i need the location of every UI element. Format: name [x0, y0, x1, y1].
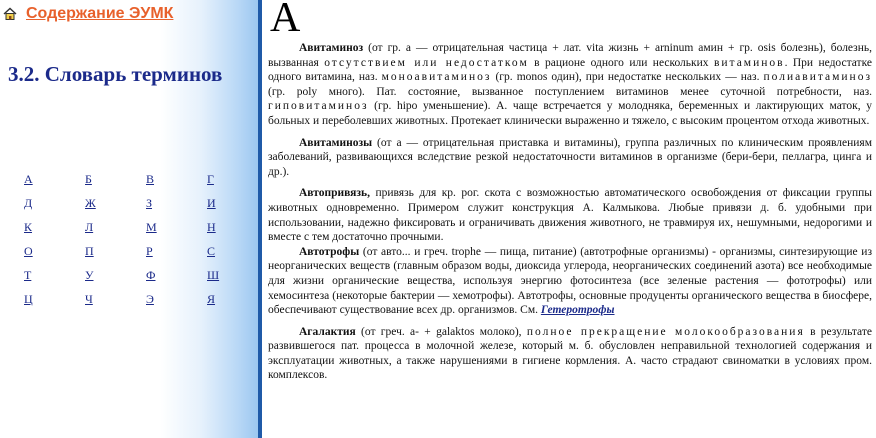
letter-link[interactable]: Ч	[85, 292, 93, 306]
letter-link[interactable]: Д	[24, 196, 33, 210]
letter-link[interactable]: Л	[85, 220, 94, 234]
letter-link[interactable]: У	[85, 268, 94, 282]
entry-text: (от гр. а — отрицательная частица + лат. vita жизнь + arninum амин + гр. osis болезнь), болезнь, вызванная	[268, 42, 872, 69]
letter-link[interactable]: О	[24, 244, 33, 258]
entry-term: Авитаминоз	[299, 42, 364, 54]
letter-link[interactable]: Я	[207, 292, 216, 306]
glossary-entry	[268, 245, 872, 318]
letter-link[interactable]: Ц	[24, 292, 33, 306]
entry-term: Автотрофы	[299, 245, 360, 258]
glossary-entry	[268, 325, 872, 383]
entry-text: (от авто... и греч. trophe — пища, питание) (автотрофные организмы) - организмы, синтезирующие из неорганических веществ (главным образом воды, диоксида углерода, неорганических соединений азота) все необходимые для жизни органические вещества, используя энергию фотосинтеза (все зеленые растения — фототрофы) или хемосинтеза (некоторые бактерии — хемотрофы). Автотрофы, основные продуценты органического вещества в биосфере, обеспечивают существование всех др. организмов. См.	[268, 245, 872, 317]
entry-term: Авитаминозы	[299, 136, 373, 149]
house-icon[interactable]	[3, 7, 17, 21]
letter-link[interactable]: А	[24, 172, 33, 186]
letter-link[interactable]: И	[207, 196, 216, 210]
main-content	[268, 0, 876, 438]
letter-link[interactable]: Ф	[146, 268, 156, 282]
page-title: 3.2. Словарь терминов	[8, 62, 223, 86]
letter-link[interactable]: Э	[146, 292, 154, 306]
divider	[258, 0, 262, 438]
entry-term: Агалактия	[299, 325, 356, 338]
letter-link[interactable]: Б	[85, 172, 92, 186]
entry-text: . При недостатке одного витамина, наз.	[268, 56, 872, 84]
contents-link[interactable]: Содержание ЭУМК	[26, 5, 174, 22]
emphasized-text: моноавитаминоз	[381, 71, 492, 84]
letter-heading: А	[270, 0, 301, 41]
letter-link[interactable]: Т	[24, 268, 32, 282]
sidebar	[0, 0, 258, 438]
entry-text: (гр. poly много). Пат. состояние, вызванное поступлением витаминов менее суточной потребности, наз.	[268, 85, 872, 98]
alphabet-index	[24, 171, 268, 308]
entry-text: (от а — отрицательная приставка и витамины), группа различных по клиническим проявлениям заболеваний, развивающихся вследствие резкой недостаточности витаминов в организме (бери-бери, пеллагра, цинга и др.).	[268, 136, 872, 178]
glossary-entries	[268, 41, 872, 390]
letter-link[interactable]: К	[24, 220, 33, 234]
letter-link[interactable]: П	[85, 244, 94, 258]
letter-link[interactable]: Р	[146, 244, 153, 258]
glossary-entry	[268, 41, 872, 129]
entry-text: (гр. monos один), при недостатке нескольких — наз.	[491, 71, 764, 84]
letter-link[interactable]: Ж	[85, 196, 96, 210]
cross-reference-link[interactable]: Гетеротрофы	[540, 304, 615, 317]
glossary-entry	[268, 136, 872, 180]
emphasized-text: полиавитаминоз	[763, 71, 872, 84]
letter-link[interactable]: З	[146, 196, 153, 210]
entry-text: (гр. hipo уменьшение). А. чаще встречается у молодняка, беременных и лактирующих маток, у больных и переболевших животных. Протекает клинически выраженно и тяжело, с высоким процентом отхода животных.	[268, 100, 872, 127]
entry-term: Автопривязь,	[299, 187, 370, 200]
emphasized-text: полное прекращение молокообразования	[526, 325, 805, 338]
letter-link[interactable]: Г	[207, 172, 214, 186]
emphasized-text: витаминов	[713, 56, 785, 69]
entry-text: в рационе одного или нескольких	[528, 56, 714, 69]
entry-text: (от греч. а- + galaktos молоко),	[355, 325, 527, 338]
letter-link[interactable]: Ш	[207, 268, 220, 282]
emphasized-text: отсутствием или недостатком	[324, 56, 529, 69]
emphasized-text: гиповитаминоз	[268, 100, 369, 113]
letter-link[interactable]: М	[146, 220, 157, 234]
letter-link[interactable]: В	[146, 172, 155, 186]
letter-link[interactable]: С	[207, 244, 216, 258]
glossary-entry	[268, 186, 872, 244]
home-row	[3, 4, 173, 24]
letter-link[interactable]: Н	[207, 220, 216, 234]
entry-text: в результате развившегося пат. процесса в молочной железе, который м. б. обусловлен неправильной технологией содержания и эксплуатации животных, а также нарушениями в гигиене кормления. А. часто страдают свиноматки в условиях пром. комплексов.	[268, 325, 872, 382]
entry-text: привязь для кр. рог. скота с возможностью автоматического освобождения от фиксации группы животных одновременно. Примером служит конструкция А. Калмыкова. Любые привязи д. б. удобными при использовании, надежно фиксировать и ограничивать движения животного, не травмируя их, нешумными, недорогими и вместе с тем достаточно прочными.	[268, 187, 872, 244]
